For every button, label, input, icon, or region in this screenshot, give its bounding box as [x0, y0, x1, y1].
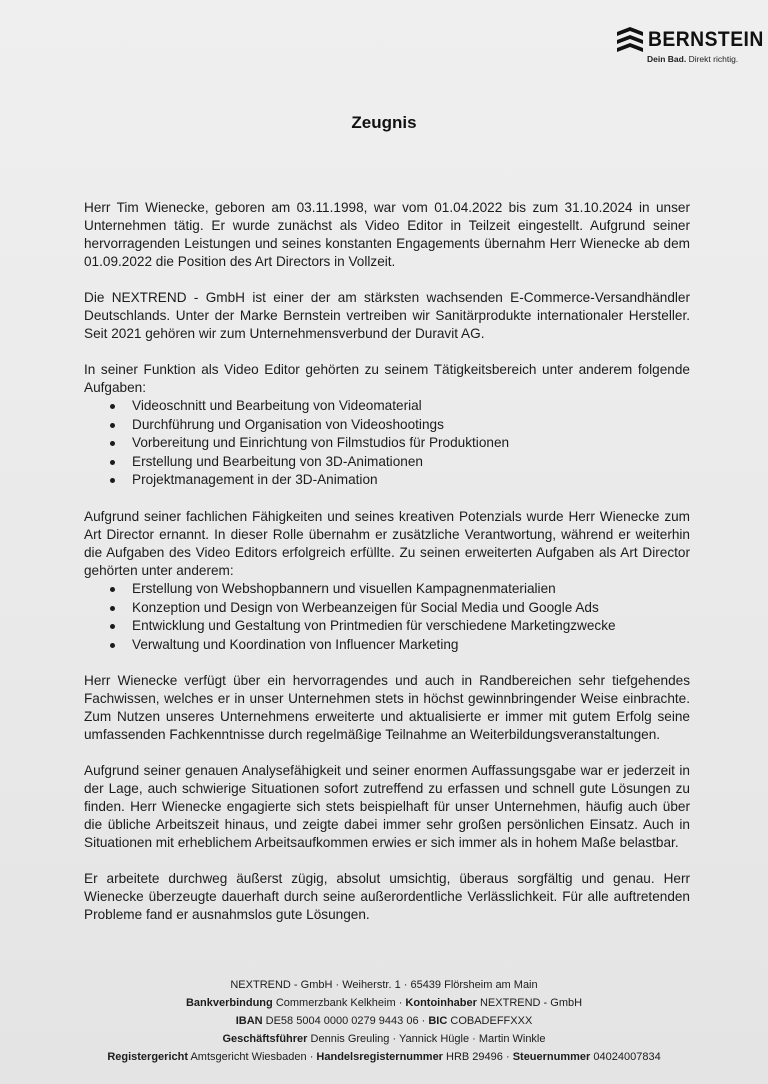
court-label: Registergericht [107, 1051, 189, 1063]
footer-register-line: Registergericht Amtsgericht Wiesbaden · Handelsregisternummer HRB 29496 · Steuernummer 04024007834 [107, 1051, 661, 1063]
list-item: Entwicklung und Gestaltung von Printmedien für verschiedene Marketingzwecke [132, 617, 690, 636]
tagline-bold: Dein Bad. [647, 54, 687, 64]
bic-label: BIC [428, 1015, 448, 1027]
managers-value: Dennis Greuling · Yannick Hügle · Martin Winkle [310, 1033, 546, 1045]
paragraph-employment: Herr Tim Wienecke, geboren am 03.11.1998, war vom 01.04.2022 bis zum 31.10.2024 in unser Unternehmen tätig. Er wurde zunächst als Video Editor in Teilzeit eingestellt. Aufgrund seiner hervorragenden Leistungen und seines konstanten Engagements übernahm Herr Wienecke ab dem 01.09.2022 die Position des Art Directors in Vollzeit. [84, 200, 690, 269]
tax-value: 04024007834 [593, 1051, 661, 1063]
paragraph-video-editor-intro: In seiner Funktion als Video Editor gehörten zu seinem Tätigkeitsbereich unter anderem folgende Aufgaben: [84, 362, 690, 395]
bernstein-mark-icon [616, 26, 644, 56]
bernstein-logo [616, 24, 766, 68]
bank-label: Bankverbindung [185, 997, 273, 1009]
list-item: Erstellung und Bearbeitung von 3D-Animationen [132, 453, 690, 472]
iban-value: DE58 5004 0000 0279 9443 06 [265, 1015, 419, 1027]
list-item: Videoschnitt und Bearbeitung von Videomaterial [132, 397, 690, 416]
logo-tagline [647, 54, 738, 64]
list-item: Konzeption und Design von Werbeanzeigen für Social Media und Google Ads [132, 599, 690, 618]
paragraph-work-style: Er arbeitete durchweg äußerst zügig, absolut umsichtig, überaus sorgfältig und genau. Herr Wienecke überzeugte dauerhaft durch seine außerordentliche Verlässlichkeit. Für alle auftretenden Probleme fand er ausnahmslos gute Lösungen. [84, 871, 690, 923]
logo-wordmark: BERNSTEIN [648, 28, 764, 51]
list-item: Projektmanagement in der 3D-Animation [132, 471, 690, 490]
iban-label: IBAN [235, 1015, 263, 1027]
list-item: Erstellung von Webshopbannern und visuellen Kampagnenmaterialien [132, 580, 690, 599]
managers-label: Geschäftsführer [222, 1033, 308, 1045]
footer-iban-line: IBAN DE58 5004 0000 0279 9443 06 · BIC COBADEFFXXX [235, 1015, 533, 1027]
account-holder-value: NEXTREND - GmbH [479, 997, 583, 1009]
art-director-task-list [84, 580, 690, 654]
paragraph-analysis: Aufgrund seiner genauen Analysefähigkeit und seiner enormen Auffassungsgabe war er jederzeit in der Lage, auch schwierige Situationen sofort zutreffend zu erfassen und schnell gute Lösungen zu finden. Herr Wienecke engagierte sich stets beispielhaft für unser Unternehmen, häufig auch über die übliche Arbeitszeit hinaus, und zeigte dabei immer sehr großen persönlichen Einsatz. Auch in Situationen mit erheblichem Arbeitsaufkommen erwies er sich immer als in hohem Maße belastbar. [84, 763, 690, 851]
paragraph-company: Die NEXTREND - GmbH ist einer der am stärksten wachsenden E-Commerce-Versandhändler Deutschlands. Unter der Marke Bernstein vertreiben wir Sanitärprodukte internationaler Hersteller. Seit 2021 gehören wir zum Unternehmensverbund der Duravit AG. [84, 290, 690, 341]
register-value: HRB 29496 [446, 1051, 503, 1063]
footer-managers-line [0, 1030, 768, 1048]
video-editor-task-list [84, 397, 690, 490]
paragraph-art-director-intro: Aufgrund seiner fachlichen Fähigkeiten und seines kreativen Potenzials wurde Herr Wienecke zum Art Director ernannt. In dieser Rolle übernahm er zusätzliche Verantwortung, während er weiterhin die Aufgaben des Video Editors erfolgreich erfüllte. Zu seinen erweiterten Aufgaben als Art Director gehörten unter anderem: [84, 508, 690, 578]
list-item: Durchführung und Organisation von Videoshootings [132, 416, 690, 435]
court-value: Amtsgericht Wiesbaden [190, 1051, 307, 1063]
tagline-rest: Direkt richtig. [688, 54, 739, 64]
register-label: Handelsregisternummer [316, 1051, 443, 1063]
paragraph-expertise: Herr Wienecke verfügt über ein hervorragendes und auch in Randbereichen sehr tiefgehendes Fachwissen, welches er in unser Unternehmen stets in höchst gewinnbringender Weise einbrachte. Zum Nutzen unseres Unternehmens erweiterte und aktualisierte er immer mit gutem Erfolg seine umfassenden Fachkenntnisse durch regelmäßige Teilnahme an Weiterbildungsveranstaltungen. [84, 673, 690, 743]
tax-label: Steuernummer [512, 1051, 591, 1063]
document-title: Zeugnis [351, 113, 417, 132]
footer-address: NEXTREND - GmbH · Weiherstr. 1 · 65439 Flörsheim am Main [230, 979, 538, 991]
footer-bank-line: Bankverbindung Commerzbank Kelkheim · Kontoinhaber NEXTREND - GmbH [185, 997, 583, 1009]
company-footer [0, 976, 768, 1066]
list-item: Vorbereitung und Einrichtung von Filmstudios für Produktionen [132, 434, 690, 453]
document-body [84, 199, 690, 942]
bic-value: COBADEFFXXX [450, 1015, 533, 1027]
account-holder-label: Kontoinhaber [405, 997, 477, 1009]
bank-value: Commerzbank Kelkheim [275, 997, 396, 1009]
list-item: Verwaltung und Koordination von Influencer Marketing [132, 636, 690, 655]
